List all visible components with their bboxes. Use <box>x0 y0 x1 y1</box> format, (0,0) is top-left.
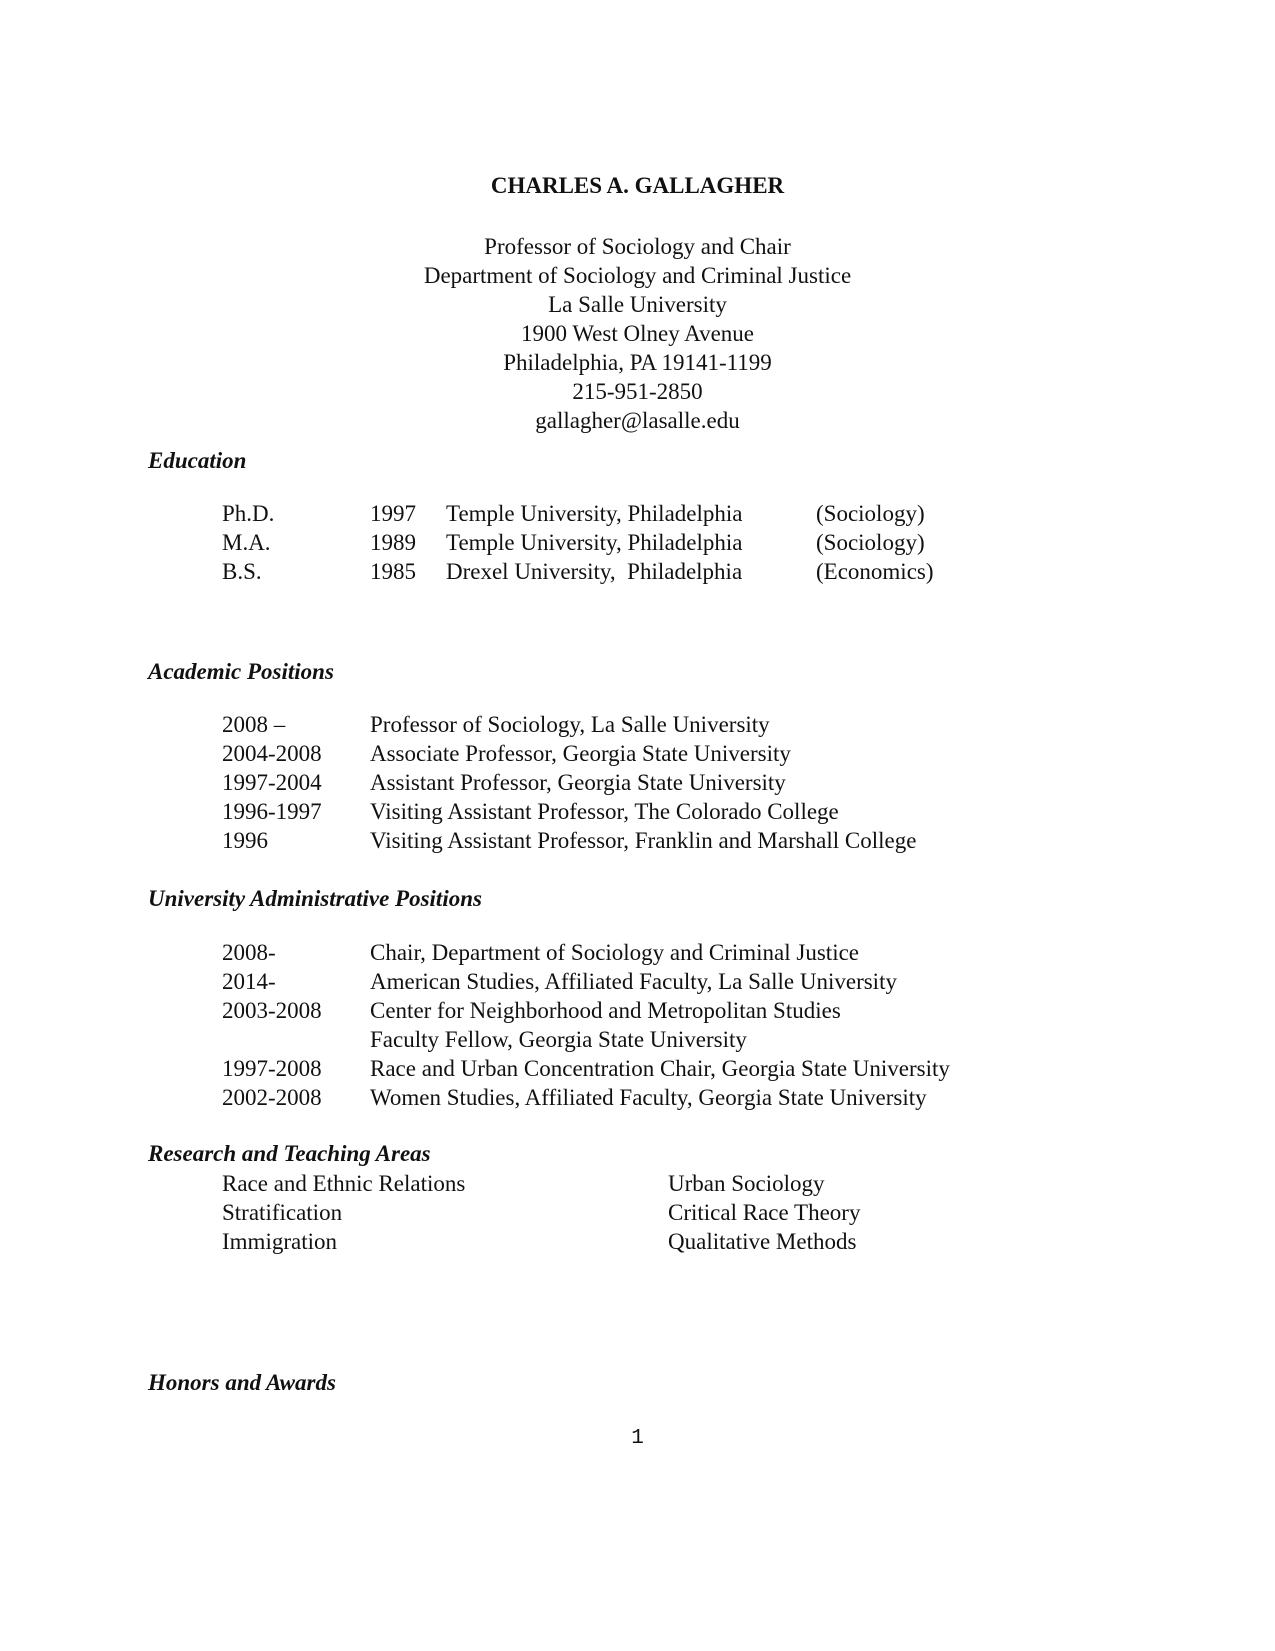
position-title: Faculty Fellow, Georgia State University <box>370 1027 747 1052</box>
university: La Salle University <box>548 292 727 317</box>
education-degree: B.S. <box>222 559 262 584</box>
academic-positions-heading: Academic Positions <box>148 659 334 684</box>
education-year: 1989 <box>370 530 416 555</box>
position-years: 2014- <box>222 969 276 994</box>
research-area-left: Immigration <box>222 1229 337 1254</box>
education-degree: Ph.D. <box>222 501 275 526</box>
research-area-row <box>0 1169 1275 1198</box>
position-years: 1996 <box>222 828 268 853</box>
phone-number: 215-951-2850 <box>572 379 703 404</box>
education-row <box>0 528 1275 557</box>
position-title: Women Studies, Affiliated Faculty, Georgia State University <box>370 1085 927 1110</box>
position-years: 2004-2008 <box>222 741 322 766</box>
department: Department of Sociology and Criminal Justice <box>423 263 852 288</box>
education-row <box>0 557 1275 586</box>
academic-position-row <box>0 797 1275 826</box>
research-area-right: Critical Race Theory <box>668 1200 861 1225</box>
education-institution: Drexel University, Philadelphia <box>446 559 743 584</box>
position-title: Professor of Sociology, La Salle University <box>370 712 770 737</box>
position-years: 2003-2008 <box>222 998 322 1023</box>
position-title: Center for Neighborhood and Metropolitan Studies <box>370 998 841 1023</box>
position-years: 2008 – <box>222 712 286 737</box>
education-year: 1985 <box>370 559 416 584</box>
position-title: Chair, Department of Sociology and Criminal Justice <box>370 940 860 965</box>
administrative-positions-heading: University Administrative Positions <box>148 886 482 911</box>
research-area-row <box>0 1227 1275 1256</box>
administrative-position-row <box>0 1083 1275 1112</box>
research-area-right: Qualitative Methods <box>668 1229 857 1254</box>
education-institution: Temple University, Philadelphia <box>446 501 743 526</box>
academic-position-row <box>0 826 1275 855</box>
research-area-left: Stratification <box>222 1200 343 1225</box>
administrative-position-row <box>0 996 1275 1025</box>
education-degree: M.A. <box>222 530 271 555</box>
honors-awards-heading: Honors and Awards <box>148 1370 336 1395</box>
position-years: 2008- <box>222 940 276 965</box>
academic-position-row <box>0 710 1275 739</box>
research-area-right: Urban Sociology <box>668 1171 825 1196</box>
email-address: gallagher@lasalle.edu <box>535 408 740 433</box>
street-address: 1900 West Olney Avenue <box>520 321 754 346</box>
education-field: (Sociology) <box>816 530 925 555</box>
position-title: Assistant Professor, Georgia State University <box>370 770 786 795</box>
position-years: 1997-2008 <box>222 1056 322 1081</box>
education-year: 1997 <box>370 501 416 526</box>
position-title: Visiting Assistant Professor, The Colorado College <box>370 799 839 824</box>
research-area-left: Race and Ethnic Relations <box>222 1171 466 1196</box>
position-title: Visiting Assistant Professor, Franklin and Marshall College <box>370 828 917 853</box>
city-state-zip: Philadelphia, PA 19141-1199 <box>503 350 772 375</box>
position-title: Associate Professor, Georgia State University <box>370 741 791 766</box>
position-title: Race and Urban Concentration Chair, Georgia State University <box>370 1056 950 1081</box>
administrative-position-row <box>0 967 1275 996</box>
education-institution: Temple University, Philadelphia <box>446 530 743 555</box>
position-title: American Studies, Affiliated Faculty, La Salle University <box>370 969 897 994</box>
research-area-row <box>0 1198 1275 1227</box>
academic-position-row <box>0 739 1275 768</box>
education-field: (Sociology) <box>816 501 925 526</box>
position-years: 2002-2008 <box>222 1085 322 1110</box>
page-number: 1 <box>631 1427 644 1450</box>
administrative-position-row <box>0 938 1275 967</box>
administrative-position-row <box>0 1054 1275 1083</box>
academic-position-row <box>0 768 1275 797</box>
document-title: CHARLES A. GALLAGHER <box>490 173 785 198</box>
education-row <box>0 499 1275 528</box>
position-years: 1996-1997 <box>222 799 322 824</box>
job-title: Professor of Sociology and Chair <box>484 234 791 259</box>
administrative-position-row <box>0 1025 1275 1054</box>
education-field: (Economics) <box>816 559 934 584</box>
education-heading: Education <box>148 448 247 473</box>
position-years: 1997-2004 <box>222 770 322 795</box>
research-areas-heading: Research and Teaching Areas <box>148 1141 431 1166</box>
contact-block <box>0 232 1275 435</box>
